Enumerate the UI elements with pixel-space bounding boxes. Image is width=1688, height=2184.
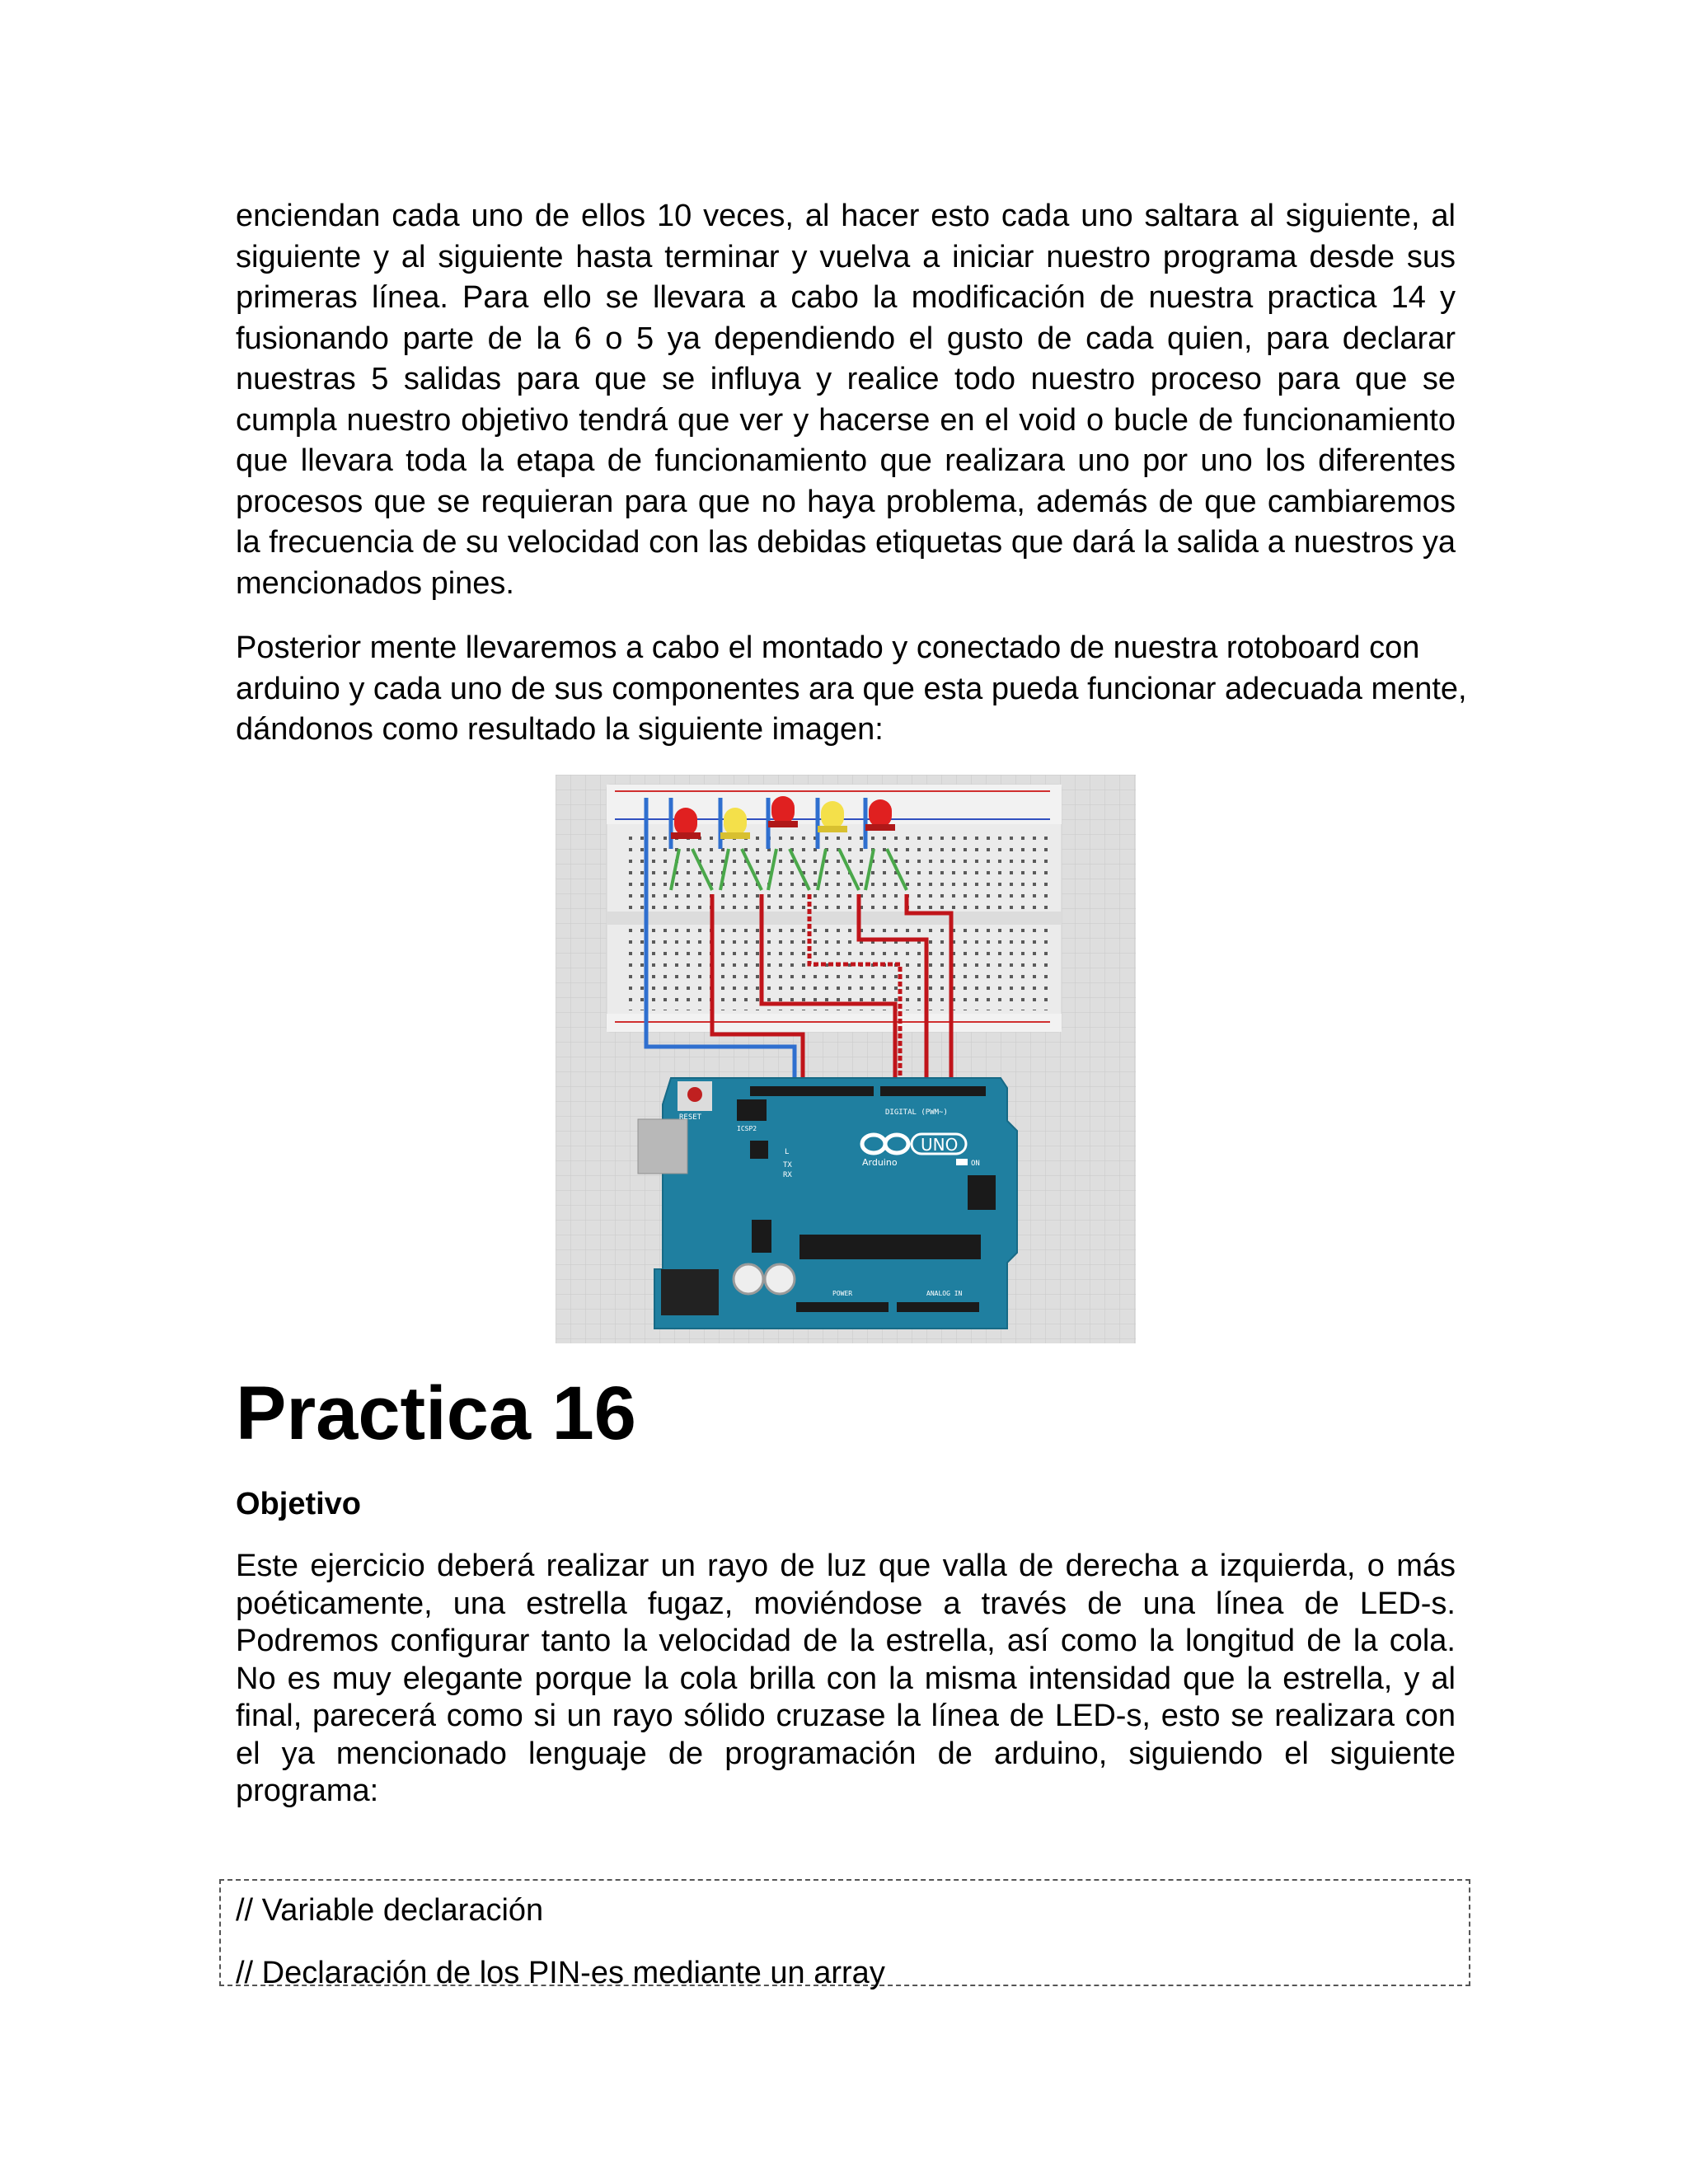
tx-label: TX (783, 1161, 792, 1169)
arduino-board (638, 1078, 1017, 1329)
circuit-figure (556, 775, 1136, 1343)
code-comment-line: // Variable declaración (236, 1893, 544, 1928)
section-title: Practica 16 (236, 1371, 636, 1455)
intro-paragraph: enciendan cada uno de ellos 10 veces, al hacer esto cada uno saltara al siguiente, al siguiente y al siguiente hasta terminar y vuelva a iniciar nuestro programa desde sus primeras línea. Para ello se llevara a cabo la modificación de nuestra practica 14 y fusionando parte de la 6 o 5 ya dependiendo el gusto de cada quien, para declarar nuestras 5 salidas para que se influya y realice todo nuestro proceso para que se cumpla nuestro objetivo tendrá que ver y hacerse en el void o bucle de funcionamiento que llevara toda la etapa de funcionamiento que realizara uno por uno los diferentes procesos que se requieran para que no haya problema, además de que cambiaremos la frecuencia de su velocidad con las debidas etiquetas que dará la salida a nuestros ya mencionados pines. (236, 199, 1456, 601)
arduino-brand-label: Arduino (862, 1157, 898, 1168)
code-comment-line: // Declaración de los PIN-es mediante un array (236, 1956, 885, 1990)
code-box (219, 1879, 1470, 1990)
uno-label: UNO (921, 1135, 959, 1155)
digital-label: DIGITAL (PWM~) (885, 1108, 948, 1117)
l-label: L (785, 1148, 790, 1156)
on-label: ON (971, 1160, 980, 1168)
power-label: POWER (832, 1290, 853, 1297)
reset-label: RESET (679, 1113, 702, 1122)
assembly-paragraph: Posterior mente llevaremos a cabo el montado y conectado de nuestra rotoboard con arduino y cada uno de sus componentes ara que esta pueda funcionar adecuada mente, dándonos como resultado la siguiente imagen: (236, 630, 1467, 747)
objective-heading: Objetivo (236, 1487, 362, 1521)
rx-label: RX (783, 1171, 792, 1179)
analog-label: ANALOG IN (926, 1290, 963, 1297)
icsp-label: ICSP2 (737, 1125, 757, 1132)
objective-paragraph: Este ejercicio deberá realizar un rayo de luz que valla de derecha a izquierda, o más poéticamente, una estrella fugaz, moviéndose a través de una línea de LED-s. Podremos configurar tanto la velocidad de la estrella, así como la longitud de la cola. No es muy elegante porque la cola brilla con la misma intensidad que la estrella, y al final, parecerá como si un rayo sólido cruzase la línea de LED-s, esto se realizara con el ya mencionado lenguaje de programación de arduino, siguiendo el siguiente programa: (236, 1549, 1456, 1808)
